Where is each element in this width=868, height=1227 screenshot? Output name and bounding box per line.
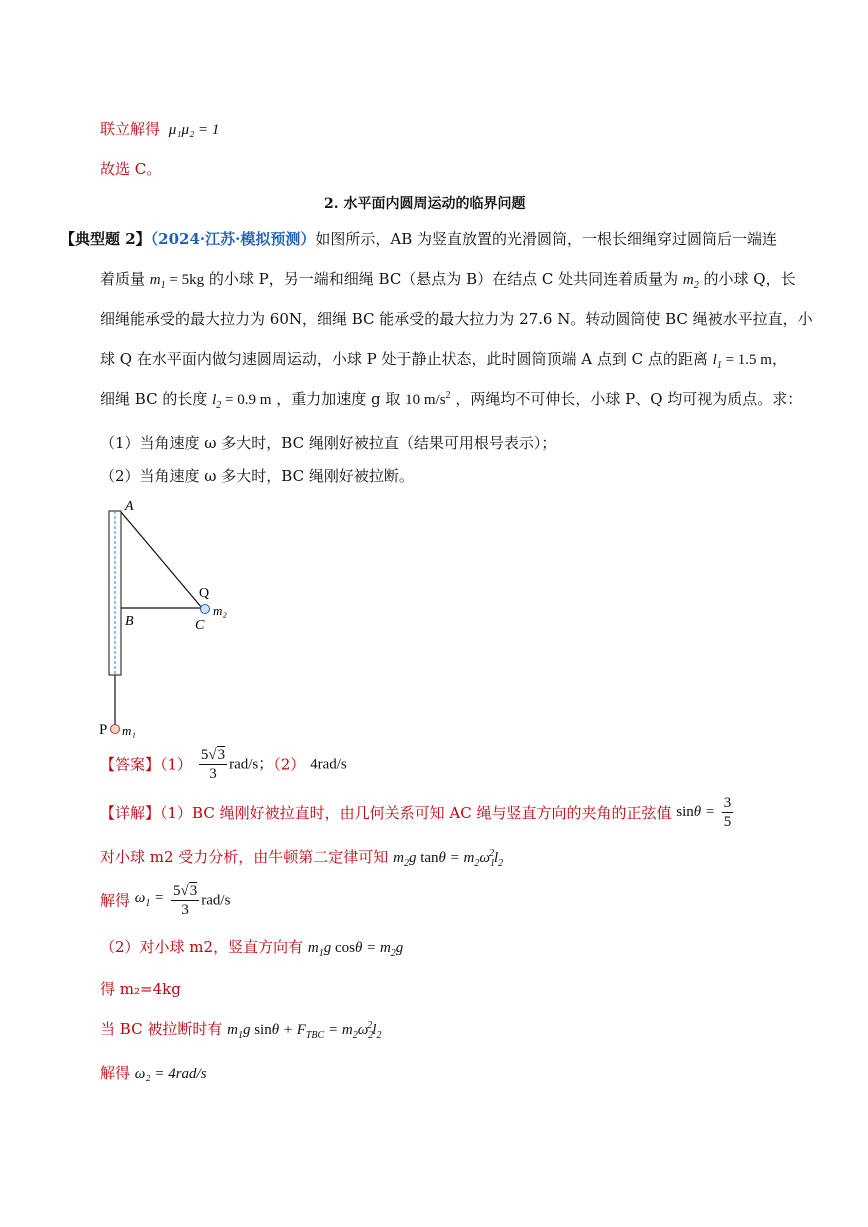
detail-line-5: 得 m₂=4kg <box>100 980 181 998</box>
text: 球 Q 在水平面内做匀速圆周运动，小球 P 处于静止状态，此时圆筒顶端 A 点到 C 点的距离 <box>100 350 708 368</box>
text: 解得 <box>100 1064 131 1082</box>
text: 的小球 P，另一端和细绳 BC（悬点为 B）在结点 C 处共同连着质量为 <box>208 270 679 288</box>
problem-line-5 <box>100 388 802 411</box>
solution-choice: 故选 C。 <box>100 160 162 178</box>
detail-line-2 <box>100 846 503 869</box>
detail-line-7 <box>100 1062 207 1083</box>
problem-line-3: 细绳能承受的最大拉力为 60N，细绳 BC 能承受的最大拉力为 27.6 N。转动圆筒使 BC 绳被水平拉直，小 <box>100 310 813 328</box>
detail-line-4 <box>100 936 403 959</box>
problem-line-1 <box>60 228 777 249</box>
formula: μ₁μ₂ = 1 <box>168 122 220 138</box>
text: 联立解得 <box>100 120 161 138</box>
section-heading: 2. 水平面内圆周运动的临界问题 <box>324 196 526 212</box>
problem-line-2 <box>100 268 796 291</box>
l2-value: $l_2 = 0.9$ m <box>212 392 272 411</box>
text: 当 BC 被拉断时有 <box>100 1020 223 1038</box>
label-q: Q <box>199 586 210 601</box>
question-2: （2）当角速度 ω 多大时，BC 绳刚好被拉断。 <box>100 467 414 485</box>
text: （2） <box>273 755 306 774</box>
l1-value: $l_1 = 1.5$ m <box>712 352 772 371</box>
text: 对小球 m2 受力分析，由牛顿第二定律可知 <box>100 848 389 866</box>
detail-tag: 【详解】 <box>100 804 161 822</box>
omega1-symbol: $\omega_1$ = <box>134 889 165 909</box>
label-a: A <box>125 499 134 514</box>
text: （1）BC 绳刚好被拉直时，由几何关系可知 AC 绳与竖直方向的夹角的正弦值 <box>160 804 672 822</box>
answer-2-value: 4rad/s <box>310 756 347 773</box>
text: 细绳 BC 的长度 <box>100 390 208 408</box>
sin-theta-formula: sinθ = <box>676 804 716 820</box>
newton-law-formula: $m_2g$ $\tan\theta = m_2\omega_1^2l_2$ <box>393 848 504 869</box>
label-b: B <box>125 614 134 629</box>
text: 着质量 <box>100 270 146 288</box>
text: （1） <box>160 755 193 774</box>
question-1: （1）当角速度 ω 多大时，BC 绳刚好被拉直（结果可用根号表示）； <box>100 434 557 452</box>
m2-symbol: $m_2$ <box>682 272 699 291</box>
break-condition-formula: $m_1g$ $\sin\theta + F_{TBC} = m_2\omega_2^2l_2$ <box>227 1020 382 1041</box>
ball-q <box>201 605 210 614</box>
physics-diagram <box>95 495 255 745</box>
answer-tag: 【答案】 <box>100 755 161 774</box>
label-m2: m₂ <box>213 603 227 618</box>
answer-1-fraction: $\frac{5√3}{3}$ <box>200 747 226 782</box>
text: rad/s； <box>229 756 274 773</box>
text: ，两绳均不可伸长，小球 P、Q 均可视为质点。求： <box>455 390 803 408</box>
text: 的小球 Q，长 <box>703 270 796 288</box>
g-value: 10 $m/s^2$ <box>405 390 451 408</box>
sin-theta-fraction: $\frac{3}{5}$ <box>723 795 732 830</box>
omega2-result: ω₂ = 4rad/s <box>134 1066 207 1082</box>
ball-p <box>111 725 120 734</box>
detail-line-1 <box>100 794 735 831</box>
vertical-balance-formula: $m_1g$ $\cos\theta = m_2g$ <box>307 940 404 959</box>
label-m1: m₁ <box>122 723 136 738</box>
text: ，重力加速度 g 取 <box>276 390 401 408</box>
detail-line-3 <box>100 882 230 919</box>
problem-line-4: 球 Q 在水平面内做匀速圆周运动，小球 P 处于静止状态，此时圆筒顶端 A 点到 C 点的距离 $l_1 = 1.5$ m， <box>100 350 787 371</box>
string-ac <box>121 512 202 608</box>
m1-value: $m_1 = 5kg$ <box>149 272 205 291</box>
label-c: C <box>195 618 205 633</box>
unit: rad/s <box>201 892 231 909</box>
detail-line-6 <box>100 1018 381 1041</box>
text: 解得 <box>100 891 131 910</box>
answer-line <box>100 746 347 783</box>
solution-line-combined <box>100 118 219 139</box>
omega1-fraction: $\frac{5√3}{3}$ <box>173 883 198 918</box>
text: （2）对小球 m2，竖直方向有 <box>100 938 304 956</box>
text: 如图所示，AB 为竖直放置的光滑圆筒，一根长细绳穿过圆筒后一端连 <box>315 230 778 248</box>
problem-source: （2024·江苏·模拟预测） <box>150 230 316 248</box>
label-p: P <box>99 722 108 738</box>
problem-tag: 【典型题 2】 <box>60 230 151 248</box>
